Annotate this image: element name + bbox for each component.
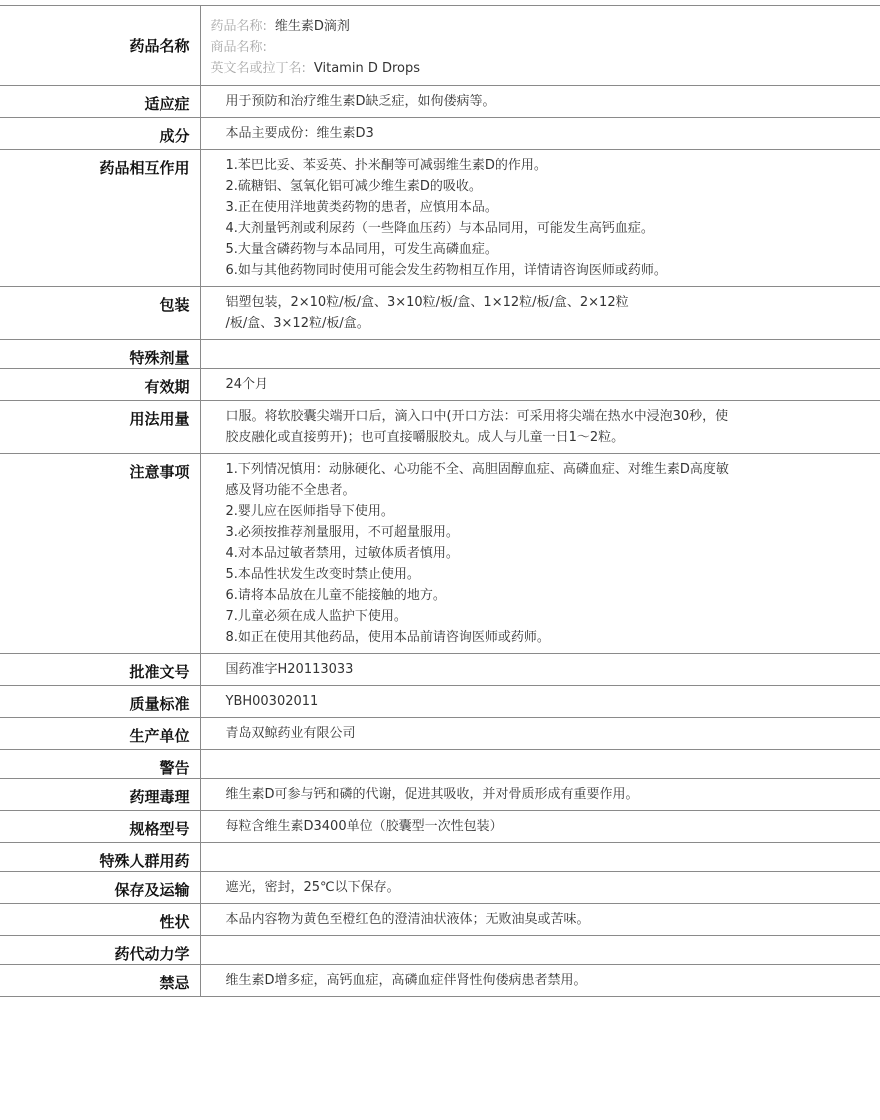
trade-name-key: 商品名称: (210, 40, 267, 55)
row-value (200, 340, 880, 369)
value-line: 6.请将本品放在儿童不能接触的地方。 (225, 588, 446, 603)
row-label: 禁忌 (0, 965, 200, 997)
row-label: 保存及运输 (0, 872, 200, 904)
value-line: 铝塑包装，2×10粒/板/盒、3×10粒/板/盒、1×12粒/板/盒、2×12粒 (225, 295, 629, 310)
table-row (0, 811, 880, 843)
row-value (200, 86, 880, 118)
value-line: 每粒含维生素D3400单位（胶囊型一次性包装） (225, 819, 503, 834)
table-row (0, 872, 880, 904)
row-value (200, 118, 880, 150)
row-value (200, 401, 880, 454)
row-value (200, 369, 880, 401)
row-value (200, 686, 880, 718)
row-value (200, 811, 880, 843)
value-line: 青岛双鲸药业有限公司 (225, 726, 356, 741)
value-line: 24个月 (225, 377, 269, 392)
value-line: 维生素D增多症，高钙血症，高磷血症伴肾性佝偻病患者禁用。 (225, 973, 587, 988)
value-line: 6.如与其他药物同时使用可能会发生药物相互作用，详情请咨询医师或药师。 (225, 263, 667, 278)
row-label: 适应症 (0, 86, 200, 118)
value-line: 1.下列情况慎用：动脉硬化、心功能不全、高胆固醇血症、高磷血症、对维生素D高度敏 (225, 462, 729, 477)
value-line: /板/盒、3×12粒/板/盒。 (225, 316, 370, 331)
table-row (0, 454, 880, 654)
table-row (0, 369, 880, 401)
row-label: 用法用量 (0, 401, 200, 454)
row-value (200, 779, 880, 811)
table-row (0, 843, 880, 872)
table-row (0, 287, 880, 340)
value-line: 3.正在使用洋地黄类药物的患者，应慎用本品。 (225, 200, 498, 215)
table-row (0, 779, 880, 811)
row-label: 警告 (0, 750, 200, 779)
generic-name-value: 维生素D滴剂 (274, 19, 350, 34)
row-label: 包装 (0, 287, 200, 340)
row-label: 成分 (0, 118, 200, 150)
row-value (200, 718, 880, 750)
row-value (200, 936, 880, 965)
value-line: 5.大量含磷药物与本品同用，可发生高磷血症。 (225, 242, 498, 257)
value-line: 本品内容物为黄色至橙红色的澄清油状液体；无败油臭或苦味。 (225, 912, 590, 927)
table-row (0, 750, 880, 779)
value-line: 2.硫糖铝、氢氧化铝可减少维生素D的吸收。 (225, 179, 482, 194)
drug-name-values (200, 6, 880, 86)
row-label: 质量标准 (0, 686, 200, 718)
table-row (0, 118, 880, 150)
value-line: 国药准字H20113033 (225, 662, 354, 677)
row-value (200, 904, 880, 936)
row-value (200, 287, 880, 340)
value-line: 本品主要成份：维生素D3 (225, 126, 374, 141)
row-value (200, 150, 880, 287)
value-line: 用于预防和治疗维生素D缺乏症，如佝偻病等。 (225, 94, 496, 109)
english-name-line (211, 58, 871, 79)
value-line: 8.如正在使用其他药品，使用本品前请咨询医师或药师。 (225, 630, 550, 645)
value-line: 4.对本品过敏者禁用，过敏体质者慎用。 (225, 546, 459, 561)
value-line: 7.儿童必须在成人监护下使用。 (225, 609, 407, 624)
table-row (0, 86, 880, 118)
english-name-value: Vitamin D Drops (313, 61, 421, 76)
table-row (0, 401, 880, 454)
row-label: 批准文号 (0, 654, 200, 686)
table-row (0, 150, 880, 287)
row-label: 药理毒理 (0, 779, 200, 811)
row-value (200, 965, 880, 997)
value-line: 2.婴儿应在医师指导下使用。 (225, 504, 394, 519)
value-line: 维生素D可参与钙和磷的代谢，促进其吸收，并对骨质形成有重要作用。 (225, 787, 639, 802)
drug-spec-table (0, 5, 880, 997)
row-label: 规格型号 (0, 811, 200, 843)
row-label: 药代动力学 (0, 936, 200, 965)
row-value (200, 843, 880, 872)
table-row-drug-name (0, 6, 880, 86)
row-value (200, 750, 880, 779)
value-line: 口服。将软胶囊尖端开口后，滴入口中(开口方法：可采用将尖端在热水中浸泡30秒，使 (225, 409, 729, 424)
generic-name-key: 药品名称: (210, 19, 267, 34)
value-line: 3.必须按推荐剂量服用，不可超量服用。 (225, 525, 459, 540)
value-line: 1.苯巴比妥、苯妥英、扑米酮等可减弱维生素D的作用。 (225, 158, 547, 173)
table-row (0, 965, 880, 997)
row-value (200, 872, 880, 904)
row-label: 药品名称 (0, 6, 200, 86)
generic-name-line (211, 16, 871, 37)
table-row (0, 718, 880, 750)
row-label: 注意事项 (0, 454, 200, 654)
row-label: 特殊剂量 (0, 340, 200, 369)
row-label: 性状 (0, 904, 200, 936)
row-label: 药品相互作用 (0, 150, 200, 287)
row-value (200, 454, 880, 654)
table-row (0, 686, 880, 718)
value-line: 4.大剂量钙剂或利尿药（一些降血压药）与本品同用，可能发生高钙血症。 (225, 221, 654, 236)
table-row (0, 936, 880, 965)
value-line: YBH00302011 (225, 694, 319, 709)
table-row (0, 654, 880, 686)
value-line: 遮光，密封，25℃以下保存。 (225, 880, 400, 895)
value-line: 胶皮融化或直接剪开)；也可直接嚼服胶丸。成人与儿童一日1～2粒。 (225, 430, 625, 445)
value-line: 感及肾功能不全患者。 (225, 483, 356, 498)
row-label: 有效期 (0, 369, 200, 401)
table-row (0, 340, 880, 369)
table-row (0, 904, 880, 936)
value-line: 5.本品性状发生改变时禁止使用。 (225, 567, 420, 582)
row-value (200, 654, 880, 686)
english-name-key: 英文名或拉丁名: (210, 61, 306, 76)
row-label: 特殊人群用药 (0, 843, 200, 872)
trade-name-line (211, 37, 871, 58)
row-label: 生产单位 (0, 718, 200, 750)
